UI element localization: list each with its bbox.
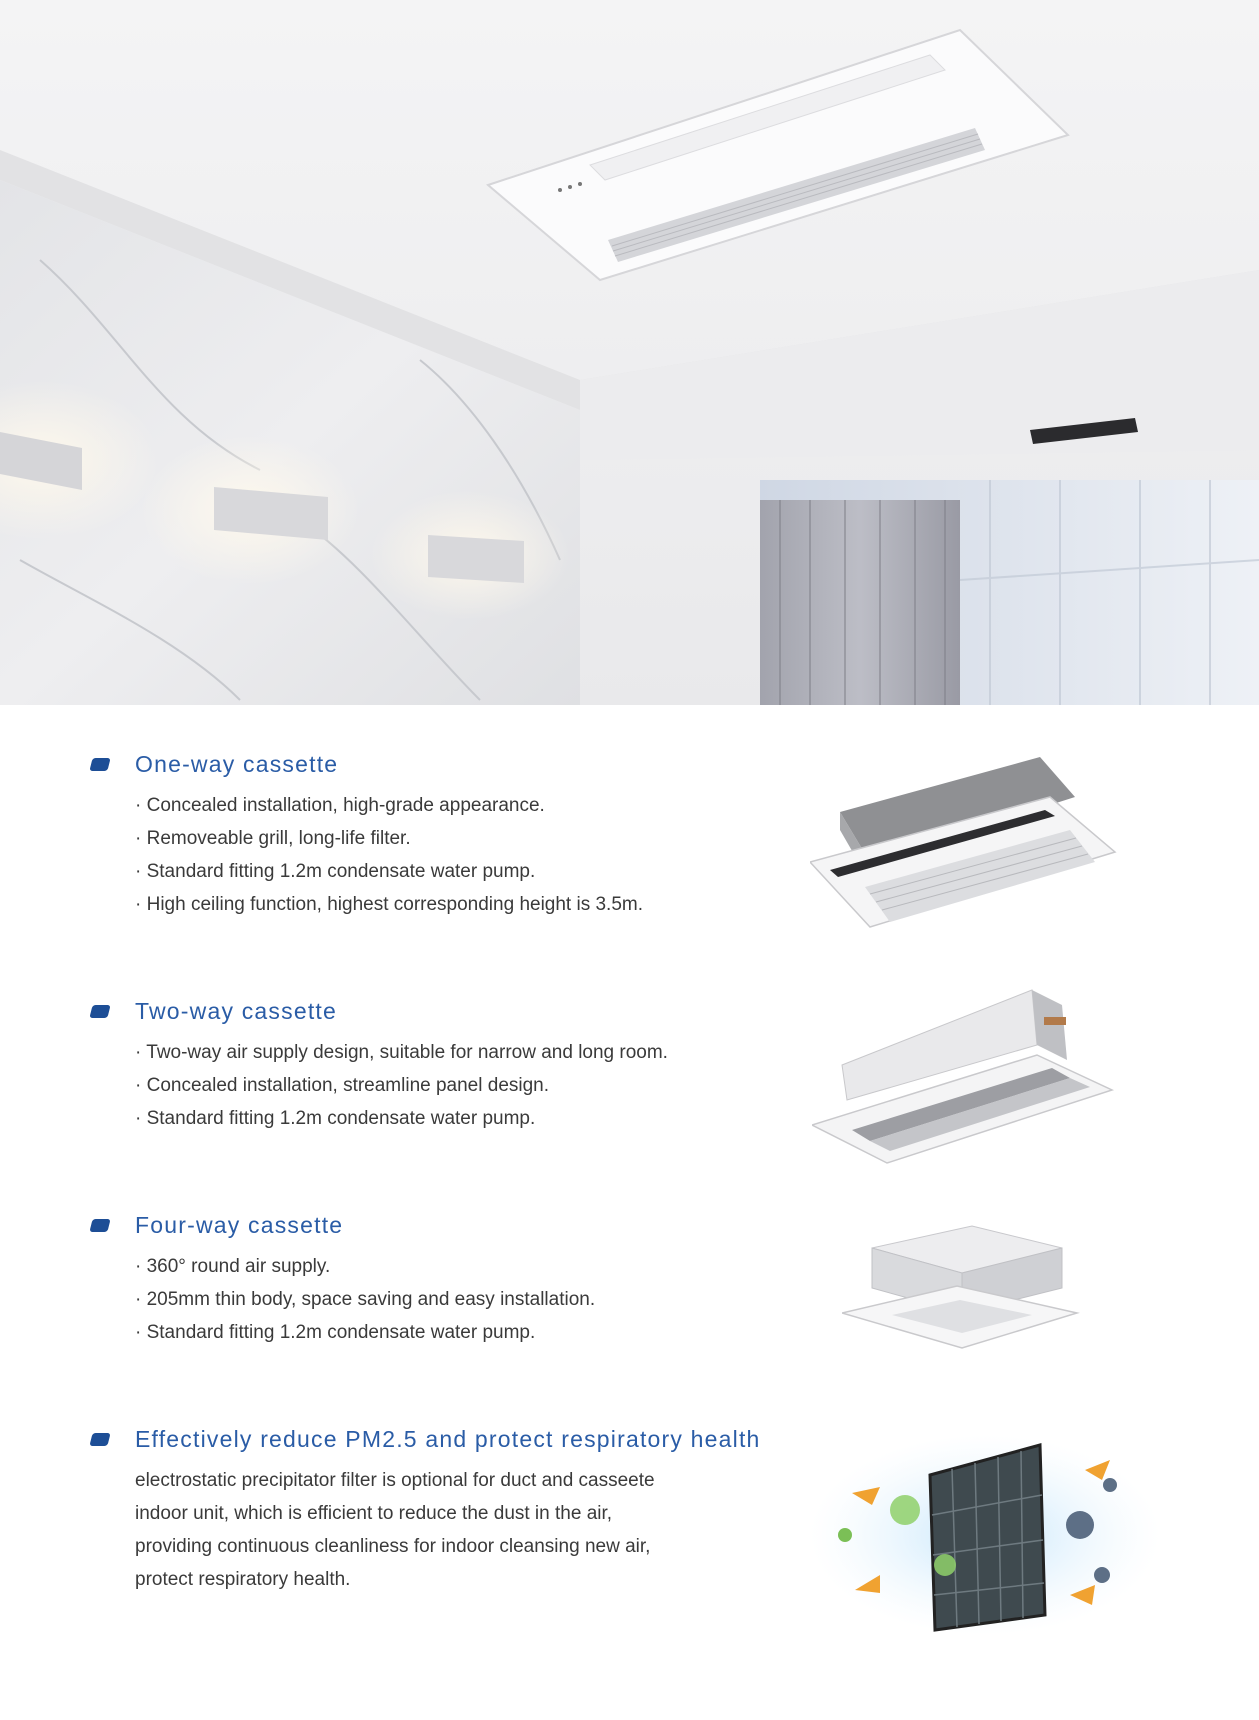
description-line: providing continuous cleanliness for indoor cleansing new air, [135, 1536, 651, 1557]
feature-list [135, 1250, 595, 1349]
section-title: Two-way cassette [135, 998, 337, 1024]
one-way-cassette-product-image [810, 752, 1130, 932]
section-title: Four-way cassette [135, 1212, 344, 1238]
feature-list [135, 789, 643, 921]
section-bullet-icon [89, 1005, 110, 1018]
section-bullet-icon [89, 1433, 110, 1446]
description-line: indoor unit, which is efficient to reduce the dust in the air, [135, 1503, 613, 1524]
hero-illustration [0, 0, 1259, 705]
feature-item: · Standard fitting 1.2m condensate water pump. [135, 1322, 536, 1343]
feature-item: · Standard fitting 1.2m condensate water pump. [135, 1108, 536, 1129]
feature-item: · 360° round air supply. [135, 1256, 331, 1277]
hero-photo [0, 0, 1259, 705]
feature-item: · Concealed installation, high-grade appearance. [135, 795, 545, 816]
section-bullet-icon [89, 758, 110, 771]
four-way-cassette-product-image [842, 1218, 1082, 1358]
feature-item: · Two-way air supply design, suitable for narrow and long room. [135, 1042, 668, 1063]
description-line: protect respiratory health. [135, 1569, 351, 1590]
feature-item: · High ceiling function, highest corresponding height is 3.5m. [135, 894, 644, 915]
feature-item: · 205mm thin body, space saving and easy installation. [135, 1289, 596, 1310]
section-title: One-way cassette [135, 751, 339, 777]
electrostatic-filter-image [810, 1425, 1160, 1645]
section-description [135, 1464, 775, 1596]
description-line: electrostatic precipitator filter is optional for duct and casseete [135, 1470, 655, 1491]
feature-item: · Concealed installation, streamline panel design. [135, 1075, 550, 1096]
feature-item: · Removeable grill, long-life filter. [135, 828, 411, 849]
feature-list [135, 1036, 668, 1135]
feature-item: · Standard fitting 1.2m condensate water pump. [135, 861, 536, 882]
section-title: Effectively reduce PM2.5 and protect respiratory health [135, 1426, 761, 1452]
section-bullet-icon [89, 1219, 110, 1232]
two-way-cassette-product-image [812, 985, 1132, 1165]
